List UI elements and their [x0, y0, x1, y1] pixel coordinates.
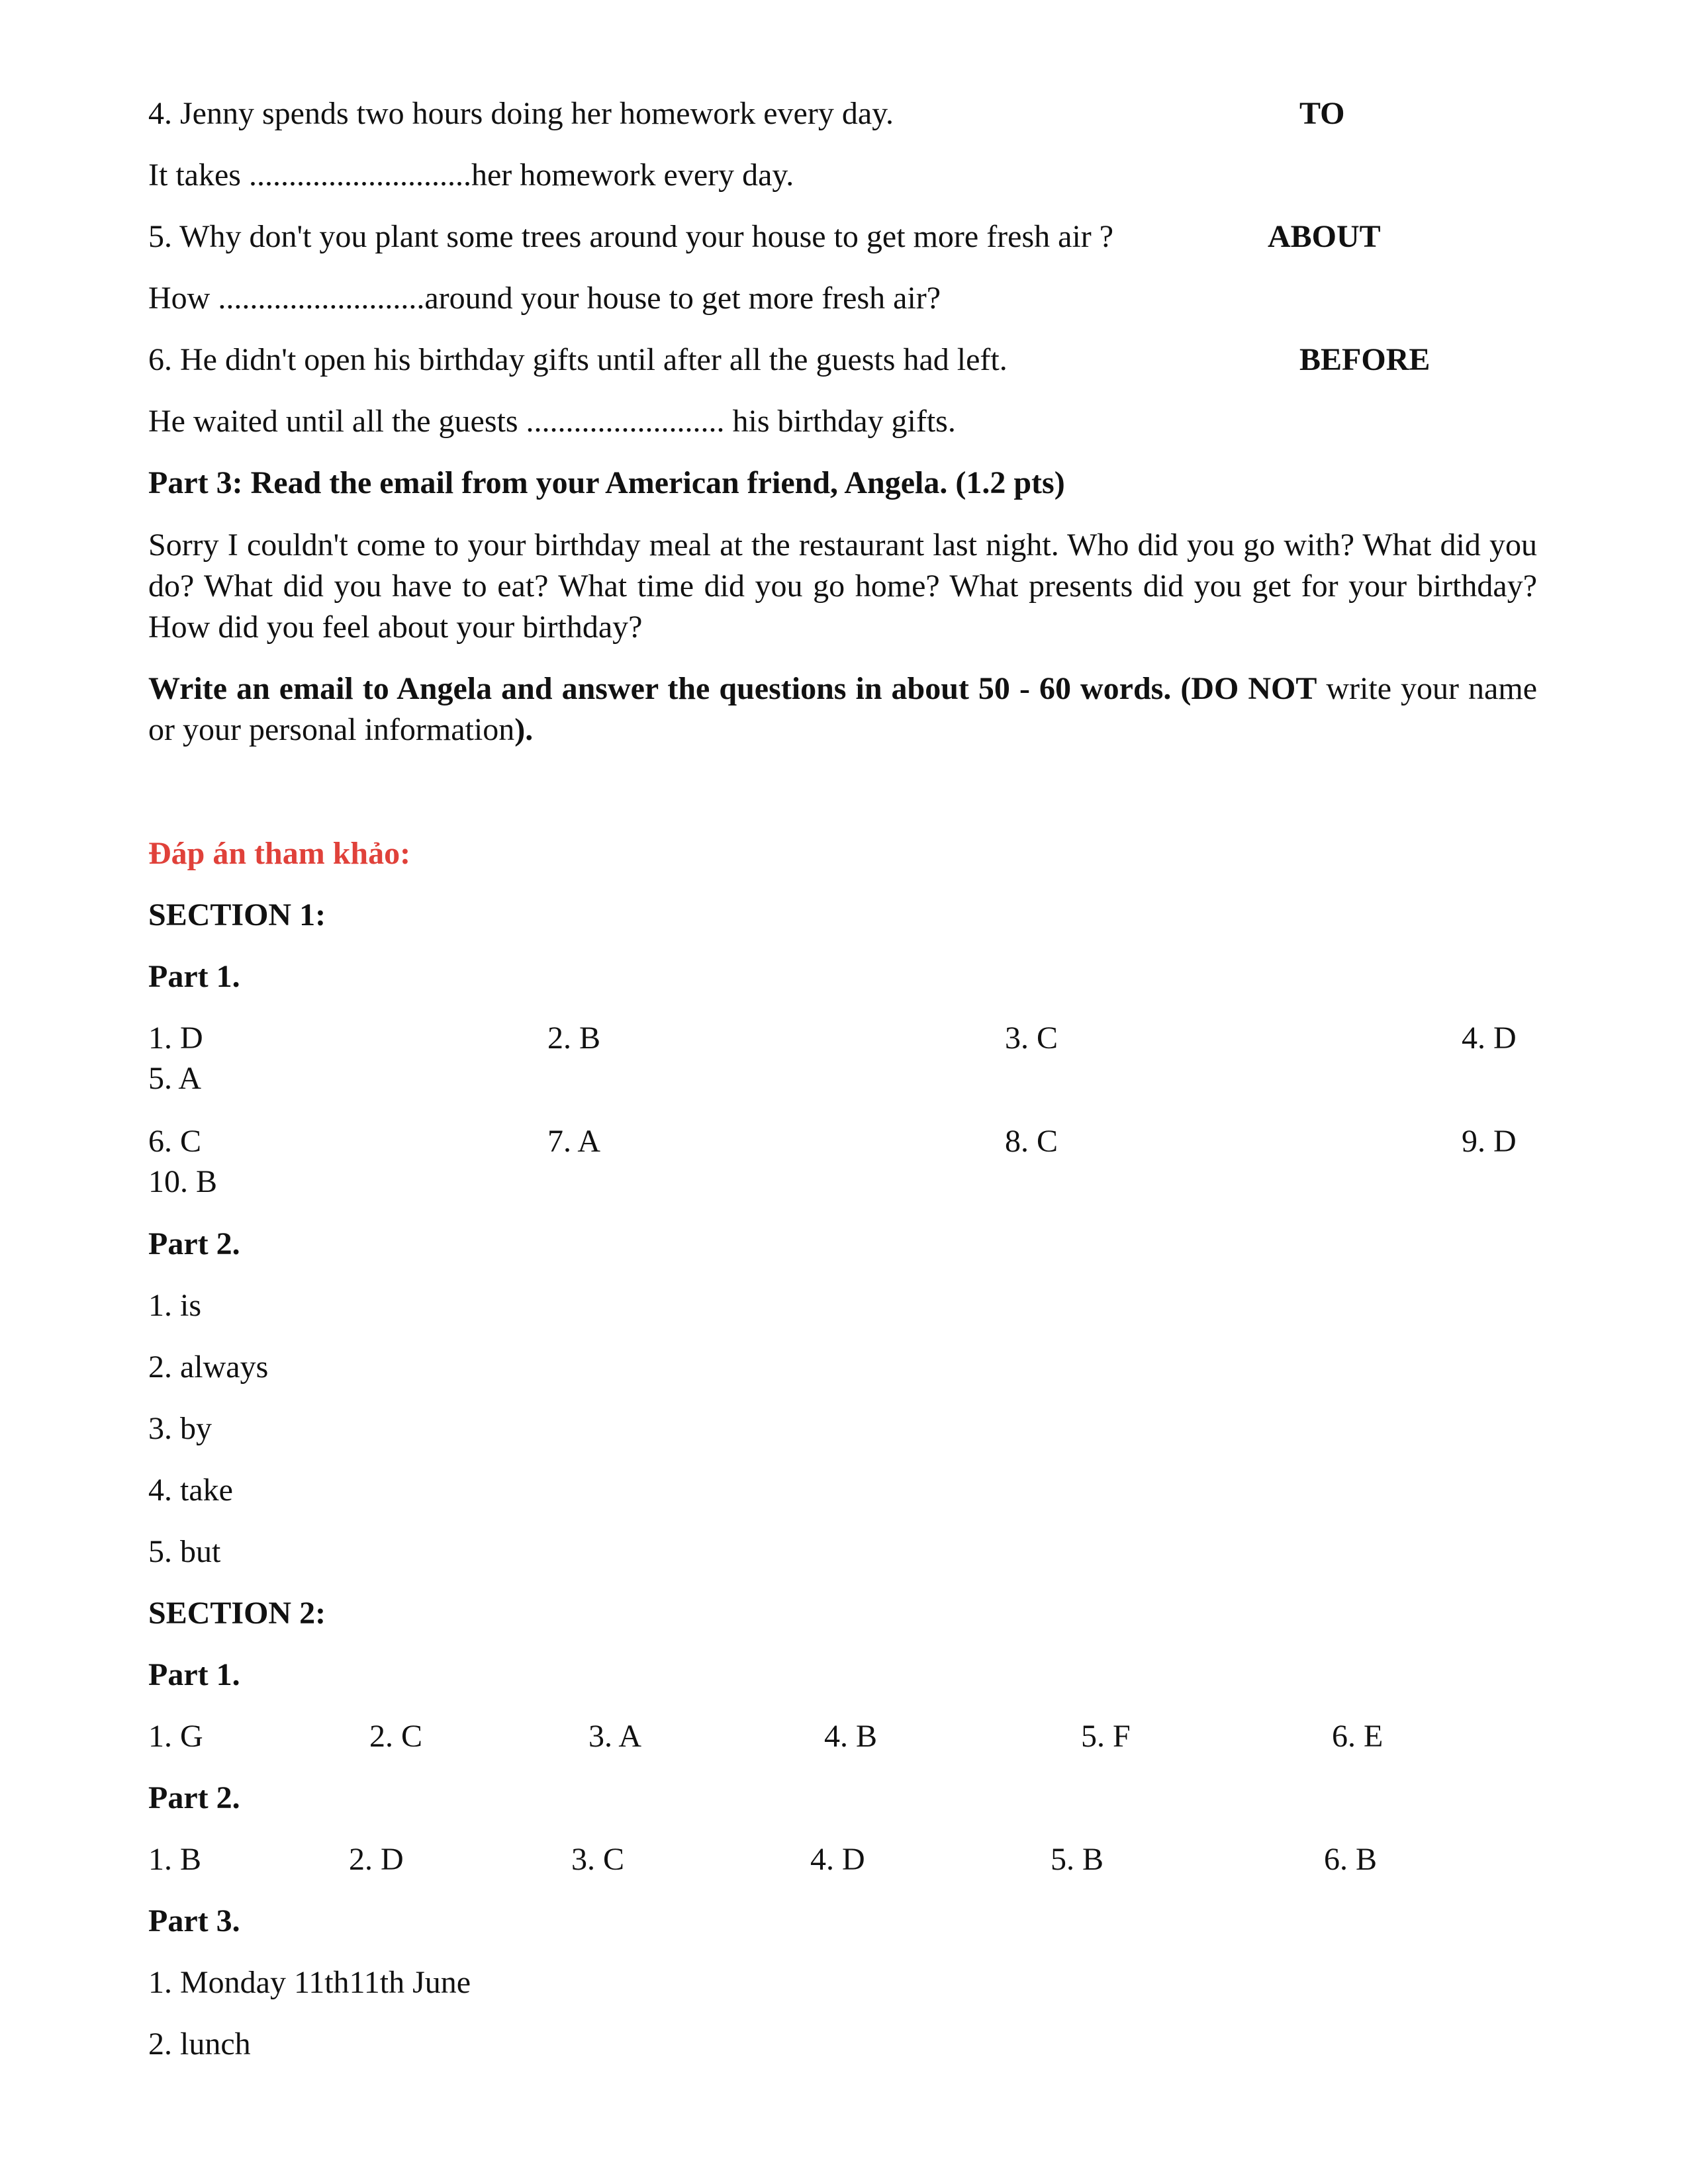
s1p2-answer: 2. always: [148, 1349, 269, 1385]
answers-title: Đáp án tham khảo:: [148, 836, 411, 871]
s1p1-answer: 5. A: [148, 1061, 202, 1096]
section1-heading: SECTION 1:: [148, 897, 326, 933]
section2-heading: SECTION 2:: [148, 1596, 326, 1631]
s1p1-answer: 4. D: [1462, 1021, 1517, 1056]
s2p2-answer: 2. D: [349, 1842, 404, 1877]
exercise-4-sentence: 4. Jenny spends two hours doing her homework every day.: [148, 96, 894, 131]
s2p3-answer: 1. Monday 11th11th June: [148, 1965, 471, 2000]
s1p1-answer: 8. C: [1005, 1124, 1058, 1159]
section1-part1-heading: Part 1.: [148, 959, 240, 994]
s1p1-answer: 9. D: [1462, 1124, 1517, 1159]
s1p1-answer: 10. B: [148, 1164, 218, 1199]
email-text: Sorry I couldn't come to your birthday meal at the restaurant last night. Who did you go with? What did you do? What did you have to eat? What time did you go home? What presents did you get for your birthday? How did you feel about your birthday?: [148, 527, 1537, 645]
exercise-6-rewrite: He waited until all the guests ......................... his birthday gifts.: [148, 404, 956, 439]
instruction-bold: Write an email to Angela and answer the questions in about 50 - 60 words. (DO NOT: [148, 671, 1317, 706]
s1p1-answer: 3. C: [1005, 1021, 1058, 1056]
s1p1-answer: 7. A: [547, 1124, 601, 1159]
s1p2-answer: 3. by: [148, 1411, 212, 1446]
s2p1-answer: 5. F: [1081, 1719, 1131, 1754]
s2p3-answer: 2. lunch: [148, 2026, 251, 2062]
s2p1-answer: 3. A: [588, 1719, 642, 1754]
s1p1-answer: 6. C: [148, 1124, 202, 1159]
s2p1-answer: 1. G: [148, 1719, 203, 1754]
s1p2-answer: 1. is: [148, 1288, 202, 1323]
s1p2-answer: 5. but: [148, 1534, 221, 1569]
s2p1-answer: 6. E: [1332, 1719, 1383, 1754]
s2p2-answer: 4. D: [810, 1842, 865, 1877]
writing-instruction: [148, 668, 1537, 751]
exercise-5-keyword: ABOUT: [1268, 219, 1381, 254]
part3-heading: Part 3: Read the email from your American friend, Angela. (1.2 pts): [148, 465, 1065, 500]
s2p2-answer: 6. B: [1324, 1842, 1378, 1877]
instruction-normal: write your name or your personal information: [148, 671, 1537, 747]
section1-part2-heading: Part 2.: [148, 1226, 240, 1261]
exercise-4-keyword: TO: [1299, 96, 1345, 131]
exercise-6-keyword: BEFORE: [1299, 342, 1430, 377]
s2p2-answer: 1. B: [148, 1842, 202, 1877]
section2-part3-heading: Part 3.: [148, 1903, 240, 1938]
s1p1-answer: 1. D: [148, 1021, 203, 1056]
exercise-5-rewrite: How ..........................around your house to get more fresh air?: [148, 281, 941, 316]
instruction-end: ).: [514, 712, 534, 747]
section2-part1-heading: Part 1.: [148, 1657, 240, 1692]
s2p2-answer: 3. C: [571, 1842, 625, 1877]
exercise-4-rewrite: It takes ............................her homework every day.: [148, 158, 794, 193]
s2p1-answer: 4. B: [824, 1719, 878, 1754]
section2-part2-heading: Part 2.: [148, 1780, 240, 1815]
exercise-5-sentence: 5. Why don't you plant some trees around your house to get more fresh air ?: [148, 219, 1114, 254]
s1p1-answer: 2. B: [547, 1021, 601, 1056]
s1p2-answer: 4. take: [148, 1473, 233, 1508]
exercise-6-sentence: 6. He didn't open his birthday gifts until after all the guests had left.: [148, 342, 1008, 377]
s2p1-answer: 2. C: [369, 1719, 423, 1754]
s2p2-answer: 5. B: [1051, 1842, 1104, 1877]
